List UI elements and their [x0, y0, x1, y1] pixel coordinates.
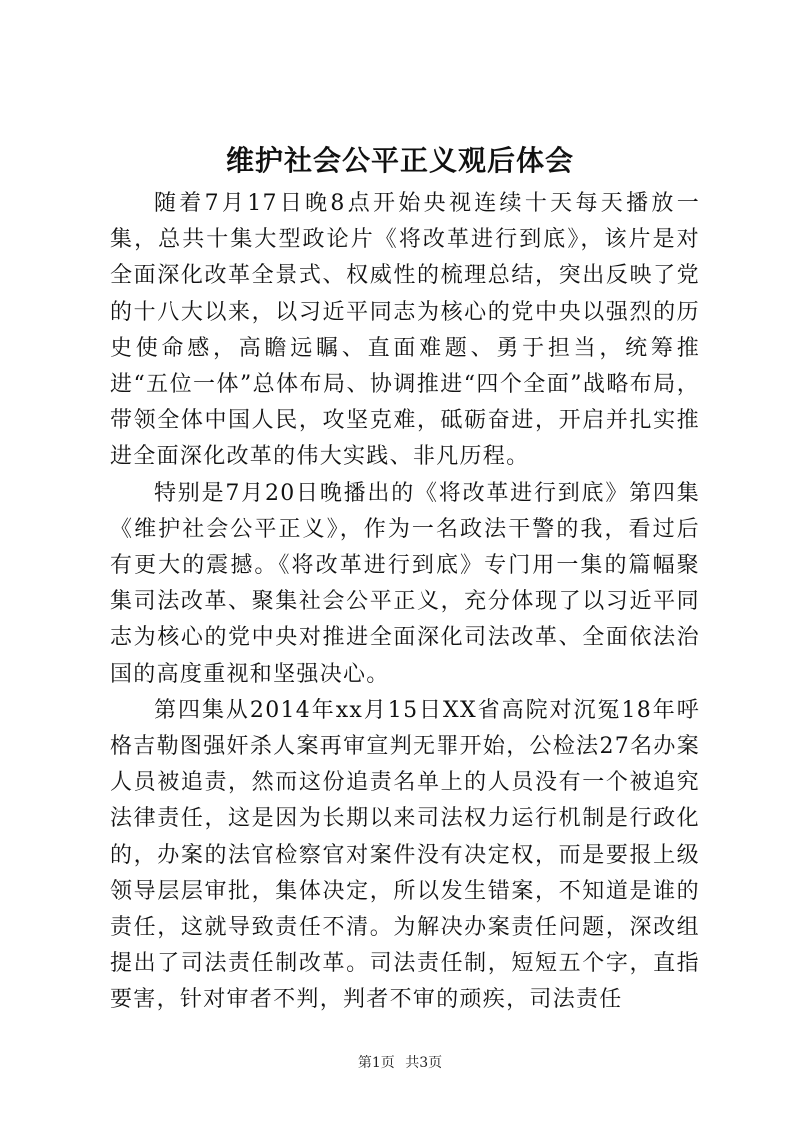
paragraph-1: 随着7月17日晚8点开始央视连续十天每天播放一集，总共十集大型政论片《将改革进行到底》，该片是对全面深化改革全景式、权威性的梳理总结，突出反映了党的十八大以来，以习近平同志为核心的党中央以强烈的历史使命感，高瞻远瞩、直面难题、勇于担当，统筹推进“五位一体”总体布局、协调推进“四个全面”战略布局，带领全体中国人民，攻坚克难，砥砺奋进，开启并扎实推进全面深化改革的伟大实践、非凡历程。	[110, 191, 700, 470]
page-footer	[0, 1053, 800, 1073]
page-total: 共3页	[405, 1055, 443, 1071]
document-body	[110, 186, 700, 1019]
document-title: 维护社会公平正义观后体会	[225, 144, 574, 177]
page-number: 第1页	[357, 1055, 395, 1071]
paragraph-3: 第四集从2014年xx月15日XX省高院对沉冤18年呼格吉勒图强奸杀人案再审宣判无罪开始，公检法27名办案人员被追责，然而这份追责名单上的人员没有一个被追究法律责任，这是因为长期以来司法权力运行机制是行政化的，办案的法官检察官对案件没有决定权，而是要报上级领导层层审批，集体决定，所以发生错案，不知道是谁的责任，这就导致责任不清。为解决办案责任问题，深改组提出了司法责任制改革。司法责任制，短短五个字，直指要害，针对审者不判，判者不审的顽疾，司法责任	[110, 697, 700, 1013]
paragraph-2: 特别是7月20日晚播出的《将改革进行到底》第四集《维护社会公平正义》，作为一名政法干警的我，看过后有更大的震撼。《将改革进行到底》专门用一集的篇幅聚集司法改革、聚集社会公平正义，充分体现了以习近平同志为核心的党中央对推进全面深化司法改革、全面依法治国的高度重视和坚强决心。	[110, 480, 700, 687]
